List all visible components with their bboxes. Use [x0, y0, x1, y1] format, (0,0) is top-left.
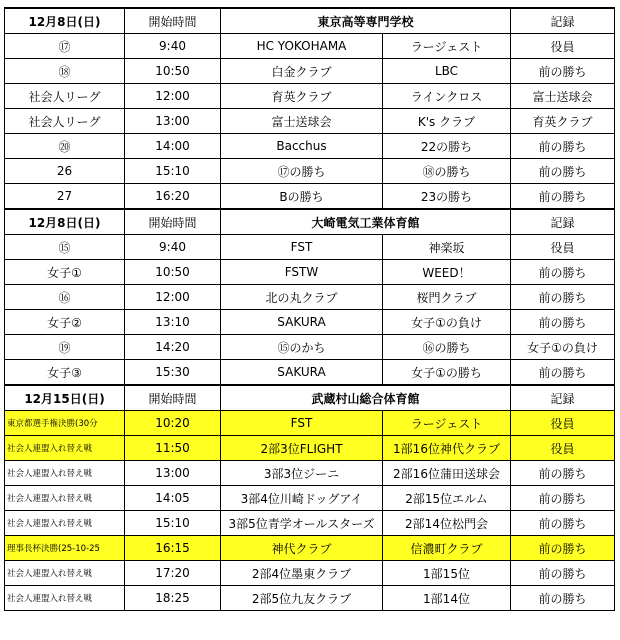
match-row: [5, 335, 615, 360]
record-cell: 育英クラブ: [511, 109, 615, 134]
record-cell: 前の勝ち: [511, 134, 615, 159]
match-row: [5, 159, 615, 184]
team-b: 1部15位: [383, 561, 511, 586]
match-row: [5, 586, 615, 611]
team-b: 女子①の勝ち: [383, 360, 511, 386]
match-label: ⑮: [5, 235, 125, 260]
team-a: 2部4位墨東クラブ: [221, 561, 383, 586]
start-time: 14:05: [125, 486, 221, 511]
match-label: 社会人連盟入れ替え戦: [5, 561, 125, 586]
start-time: 9:40: [125, 34, 221, 59]
match-label: 26: [5, 159, 125, 184]
team-b: 女子①の負け: [383, 310, 511, 335]
section-date: 12月8日(日): [5, 8, 125, 34]
match-row: [5, 84, 615, 109]
team-a: SAKURA: [221, 310, 383, 335]
schedule-body: [5, 8, 615, 611]
team-a: 2部5位九友クラブ: [221, 586, 383, 611]
team-a: FSTW: [221, 260, 383, 285]
team-a: FST: [221, 235, 383, 260]
record-cell: 役員: [511, 436, 615, 461]
record-cell: 前の勝ち: [511, 586, 615, 611]
record-cell: 前の勝ち: [511, 159, 615, 184]
record-header: 記録: [511, 385, 615, 411]
start-time: 10:20: [125, 411, 221, 436]
match-row: [5, 310, 615, 335]
start-time: 12:00: [125, 285, 221, 310]
venue-name: 武蔵村山総合体育館: [221, 385, 511, 411]
record-cell: 役員: [511, 411, 615, 436]
team-b: 22の勝ち: [383, 134, 511, 159]
match-label: 女子③: [5, 360, 125, 386]
team-b: 23の勝ち: [383, 184, 511, 210]
match-label: ⑳: [5, 134, 125, 159]
match-row: [5, 486, 615, 511]
section-header-row: [5, 209, 615, 235]
schedule-table: [4, 7, 615, 611]
record-cell: 前の勝ち: [511, 561, 615, 586]
start-time: 16:15: [125, 536, 221, 561]
section-header-row: [5, 385, 615, 411]
team-a: 富士送球会: [221, 109, 383, 134]
start-time: 18:25: [125, 586, 221, 611]
team-a: ⑮のかち: [221, 335, 383, 360]
team-b: 2部16位蒲田送球会: [383, 461, 511, 486]
match-label: 女子①: [5, 260, 125, 285]
match-label: ⑯: [5, 285, 125, 310]
record-header: 記録: [511, 8, 615, 34]
venue-name: 東京高等専門学校: [221, 8, 511, 34]
match-row: [5, 260, 615, 285]
team-b: ラージェスト: [383, 411, 511, 436]
start-time: 10:50: [125, 59, 221, 84]
team-a: 3部4位川崎ドッグアイ: [221, 486, 383, 511]
match-label: 社会人リーグ: [5, 109, 125, 134]
record-cell: 女子①の負け: [511, 335, 615, 360]
record-header: 記録: [511, 209, 615, 235]
match-row: [5, 536, 615, 561]
team-a: 育英クラブ: [221, 84, 383, 109]
team-a: 白金クラブ: [221, 59, 383, 84]
team-b: 桜門クラブ: [383, 285, 511, 310]
start-time: 13:10: [125, 310, 221, 335]
match-row: [5, 285, 615, 310]
team-b: 神楽坂: [383, 235, 511, 260]
record-cell: 前の勝ち: [511, 285, 615, 310]
match-label: 理事長杯決勝(25-10-25: [5, 536, 125, 561]
time-header: 開始時間: [125, 209, 221, 235]
team-a: 2部3位FLIGHT: [221, 436, 383, 461]
team-a: 北の丸クラブ: [221, 285, 383, 310]
start-time: 17:20: [125, 561, 221, 586]
record-cell: 前の勝ち: [511, 260, 615, 285]
team-a: HC YOKOHAMA: [221, 34, 383, 59]
team-b: 2部14位松門会: [383, 511, 511, 536]
record-cell: 富士送球会: [511, 84, 615, 109]
record-cell: 役員: [511, 34, 615, 59]
record-cell: 前の勝ち: [511, 59, 615, 84]
match-row: [5, 34, 615, 59]
team-b: WEED！: [383, 260, 511, 285]
team-a: ⑰の勝ち: [221, 159, 383, 184]
record-cell: 前の勝ち: [511, 511, 615, 536]
start-time: 10:50: [125, 260, 221, 285]
match-row: [5, 411, 615, 436]
venue-name: 大崎電気工業体育館: [221, 209, 511, 235]
record-cell: 前の勝ち: [511, 461, 615, 486]
record-cell: 前の勝ち: [511, 310, 615, 335]
start-time: 14:00: [125, 134, 221, 159]
match-label: 社会人リーグ: [5, 84, 125, 109]
team-b: 2部15位エルム: [383, 486, 511, 511]
match-row: [5, 511, 615, 536]
team-b: 1部14位: [383, 586, 511, 611]
match-row: [5, 561, 615, 586]
team-a: Bの勝ち: [221, 184, 383, 210]
match-row: [5, 184, 615, 210]
team-a: 3部3位ジーニ: [221, 461, 383, 486]
match-row: [5, 134, 615, 159]
match-label: 女子②: [5, 310, 125, 335]
match-label: 社会人連盟入れ替え戦: [5, 461, 125, 486]
section-header-row: [5, 8, 615, 34]
section-date: 12月8日(日): [5, 209, 125, 235]
start-time: 14:20: [125, 335, 221, 360]
match-row: [5, 461, 615, 486]
match-row: [5, 235, 615, 260]
team-b: 1部16位神代クラブ: [383, 436, 511, 461]
start-time: 9:40: [125, 235, 221, 260]
match-label: 27: [5, 184, 125, 210]
team-b: ⑱の勝ち: [383, 159, 511, 184]
start-time: 15:10: [125, 511, 221, 536]
team-a: SAKURA: [221, 360, 383, 386]
match-label: ⑰: [5, 34, 125, 59]
start-time: 13:00: [125, 461, 221, 486]
record-cell: 役員: [511, 235, 615, 260]
start-time: 13:00: [125, 109, 221, 134]
time-header: 開始時間: [125, 8, 221, 34]
record-cell: 前の勝ち: [511, 184, 615, 210]
match-label: 社会人連盟入れ替え戦: [5, 511, 125, 536]
match-label: 東京都選手権決勝(30分: [5, 411, 125, 436]
record-cell: 前の勝ち: [511, 486, 615, 511]
team-a: Bacchus: [221, 134, 383, 159]
match-label: 社会人連盟入れ替え戦: [5, 486, 125, 511]
match-row: [5, 109, 615, 134]
start-time: 16:20: [125, 184, 221, 210]
team-b: ラインクロス: [383, 84, 511, 109]
match-row: [5, 360, 615, 386]
start-time: 11:50: [125, 436, 221, 461]
team-a: 3部5位青学オールスターズ: [221, 511, 383, 536]
record-cell: 前の勝ち: [511, 360, 615, 386]
team-b: ⑯の勝ち: [383, 335, 511, 360]
start-time: 15:30: [125, 360, 221, 386]
match-label: ⑲: [5, 335, 125, 360]
start-time: 12:00: [125, 84, 221, 109]
match-label: 社会人連盟入れ替え戦: [5, 436, 125, 461]
start-time: 15:10: [125, 159, 221, 184]
record-cell: 前の勝ち: [511, 536, 615, 561]
team-b: ラージェスト: [383, 34, 511, 59]
match-label: 社会人連盟入れ替え戦: [5, 586, 125, 611]
match-row: [5, 59, 615, 84]
team-b: 信濃町クラブ: [383, 536, 511, 561]
team-b: K's クラブ: [383, 109, 511, 134]
section-date: 12月15日(日): [5, 385, 125, 411]
team-b: LBC: [383, 59, 511, 84]
time-header: 開始時間: [125, 385, 221, 411]
team-a: 神代クラブ: [221, 536, 383, 561]
match-row: [5, 436, 615, 461]
team-a: FST: [221, 411, 383, 436]
match-label: ⑱: [5, 59, 125, 84]
